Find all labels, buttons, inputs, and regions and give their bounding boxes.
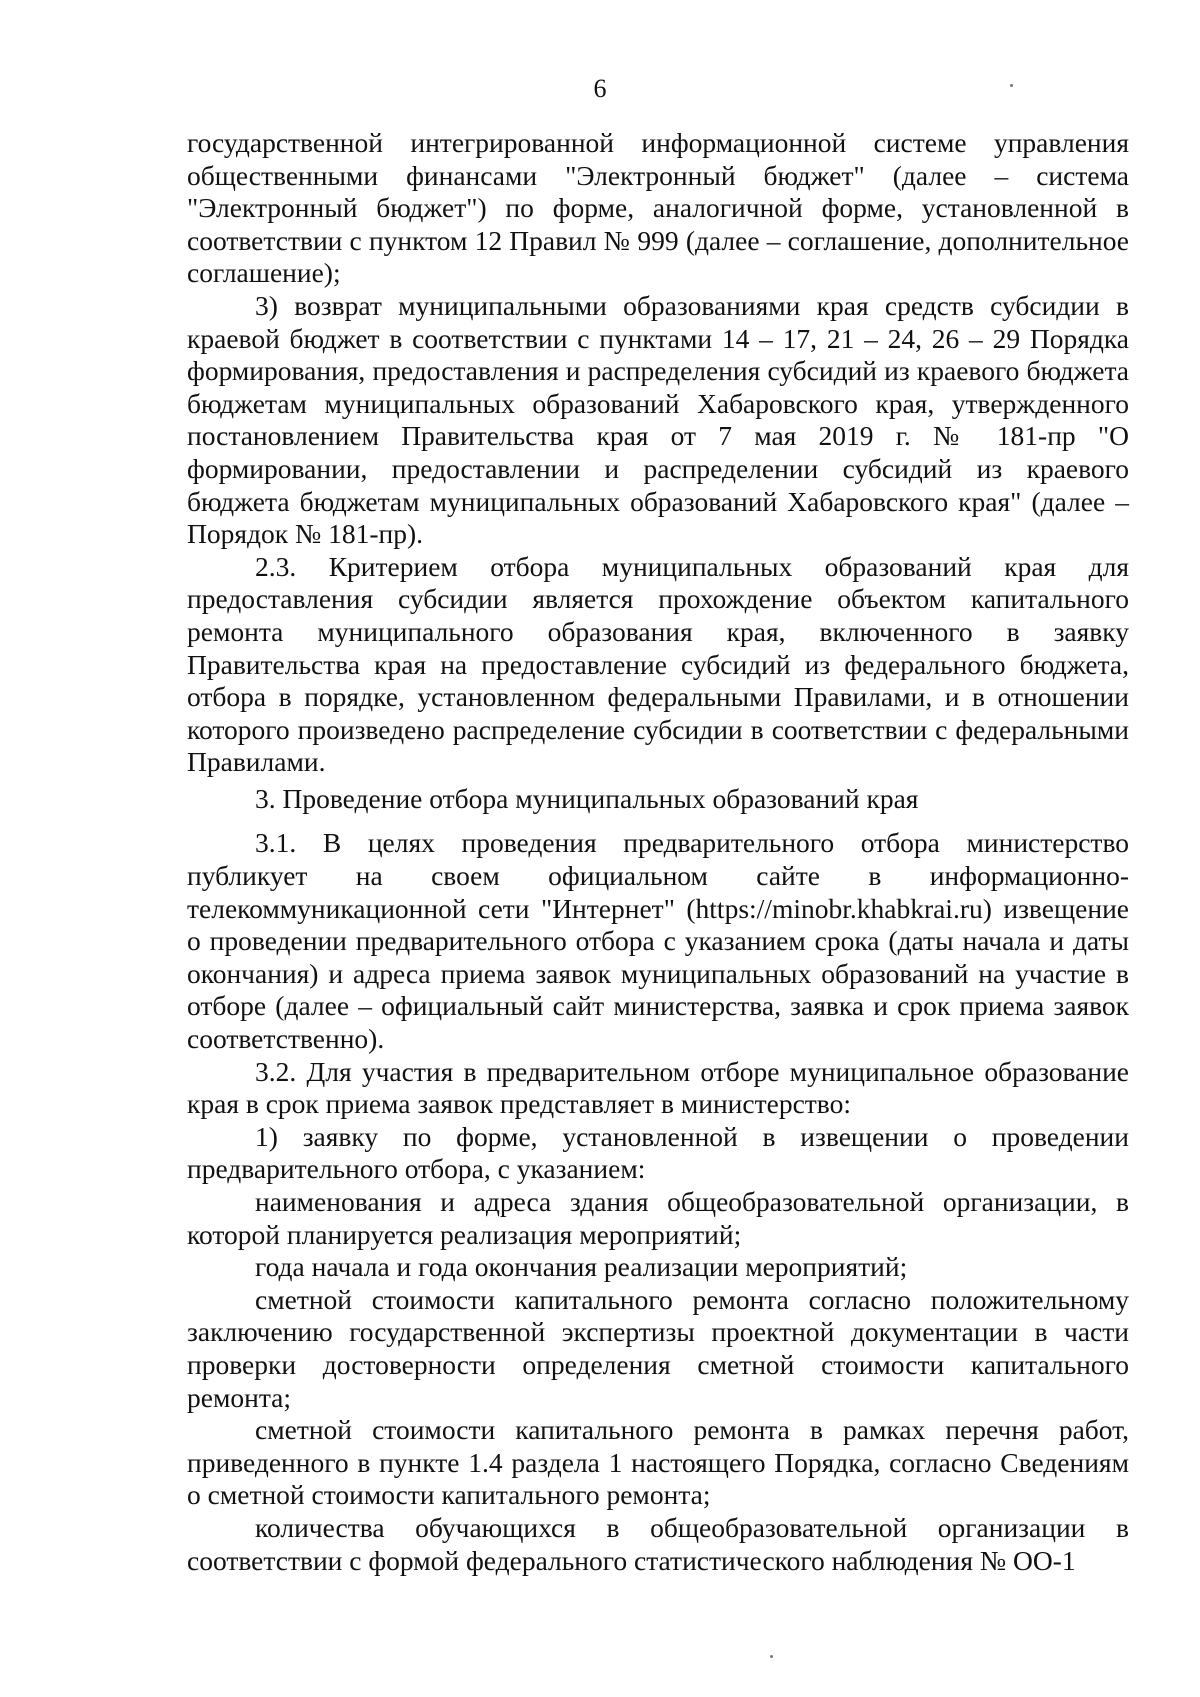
paragraph-list-item: сметной стоимости капитального ремонта в рамках перечня работ, приведенного в пункте 1.4 раздела 1 настоящего Порядка, согласно Сведениям о сметной стоимости капитального ремонта; — [187, 1414, 1129, 1511]
paragraph-continuation: государственной интегрированной информационной системе управления общественными финансами "Электронный бюджет" (далее – система "Электронный бюджет") по форме, аналогичной форме, установленной в соответствии с пунктом 12 Правил № 999 (далее – соглашение, дополнительное соглашение); — [187, 127, 1129, 289]
paragraph-item-1: 1) заявку по форме, установленной в извещении о проведении предварительного отбора, с указанием: — [187, 1120, 1129, 1185]
paragraph-3-1: 3.1. В целях проведения предварительного отбора министерство публикует на своем официальном сайте в информационно-телекоммуникационной сети "Интернет" (https://minobr.khabkrai.ru) извещение о проведении предварительного отбора с указанием срока (даты начала и даты окончания) и адреса приема заявок муниципальных образований на участие в отборе (далее – официальный сайт министерства, заявка и срок приема заявок соответственно). — [187, 827, 1129, 1055]
paragraph-2-3: 2.3. Критерием отбора муниципальных образований края для предоставления субсидии является прохождение объектом капитального ремонта муниципального образования края, включенного в заявку Правительства края на предоставление субсидий из федерального бюджета, отбора в порядке, установленном федеральными Правилами, и в отношении которого произведено распределение субсидии в соответствии с федеральными Правилами. — [187, 550, 1129, 778]
paragraph-list-item: наименования и адреса здания общеобразовательной организации, в которой планируется реализация мероприятий; — [187, 1186, 1129, 1250]
document-body — [187, 127, 1129, 1577]
paragraph-3-2: 3.2. Для участия в предварительном отборе муниципальное образование края в срок приема заявок представляет в министерство: — [187, 1055, 1129, 1120]
paragraph-list-item: года начала и года окончания реализации мероприятий; — [255, 1251, 908, 1283]
paragraph-list-item: количества обучающихся в общеобразовательной организации в соответствии с формой федерального статистического наблюдения № ОО-1 — [187, 1511, 1129, 1576]
scan-speck — [770, 1655, 773, 1658]
paragraph-list-item: сметной стоимости капитального ремонта согласно положительному заключению государственной экспертизы проектной документации в части проверки достоверности определения сметной стоимости капитального ремонта; — [187, 1283, 1129, 1413]
page-number: 6 — [593, 74, 607, 103]
section-heading-3: 3. Проведение отбора муниципальных образований края — [255, 782, 919, 814]
paragraph-item-3: 3) возврат муниципальными образованиями края средств субсидии в краевой бюджет в соответствии с пунктами 14 – 17, 21 – 24, 26 – 29 Порядка формирования, предоставления и распределения субсидий из краевого бюджета бюджетам муниципальных образований Хабаровского края, утвержденного постановлением Правительства края от 7 мая 2019 г. № 181-пр "О формировании, предоставлении и распределении субсидий из краевого бюджета бюджетам муниципальных образований Хабаровского края" (далее – Порядок № 181-пр). — [187, 289, 1129, 550]
scan-speck — [1010, 84, 1013, 87]
